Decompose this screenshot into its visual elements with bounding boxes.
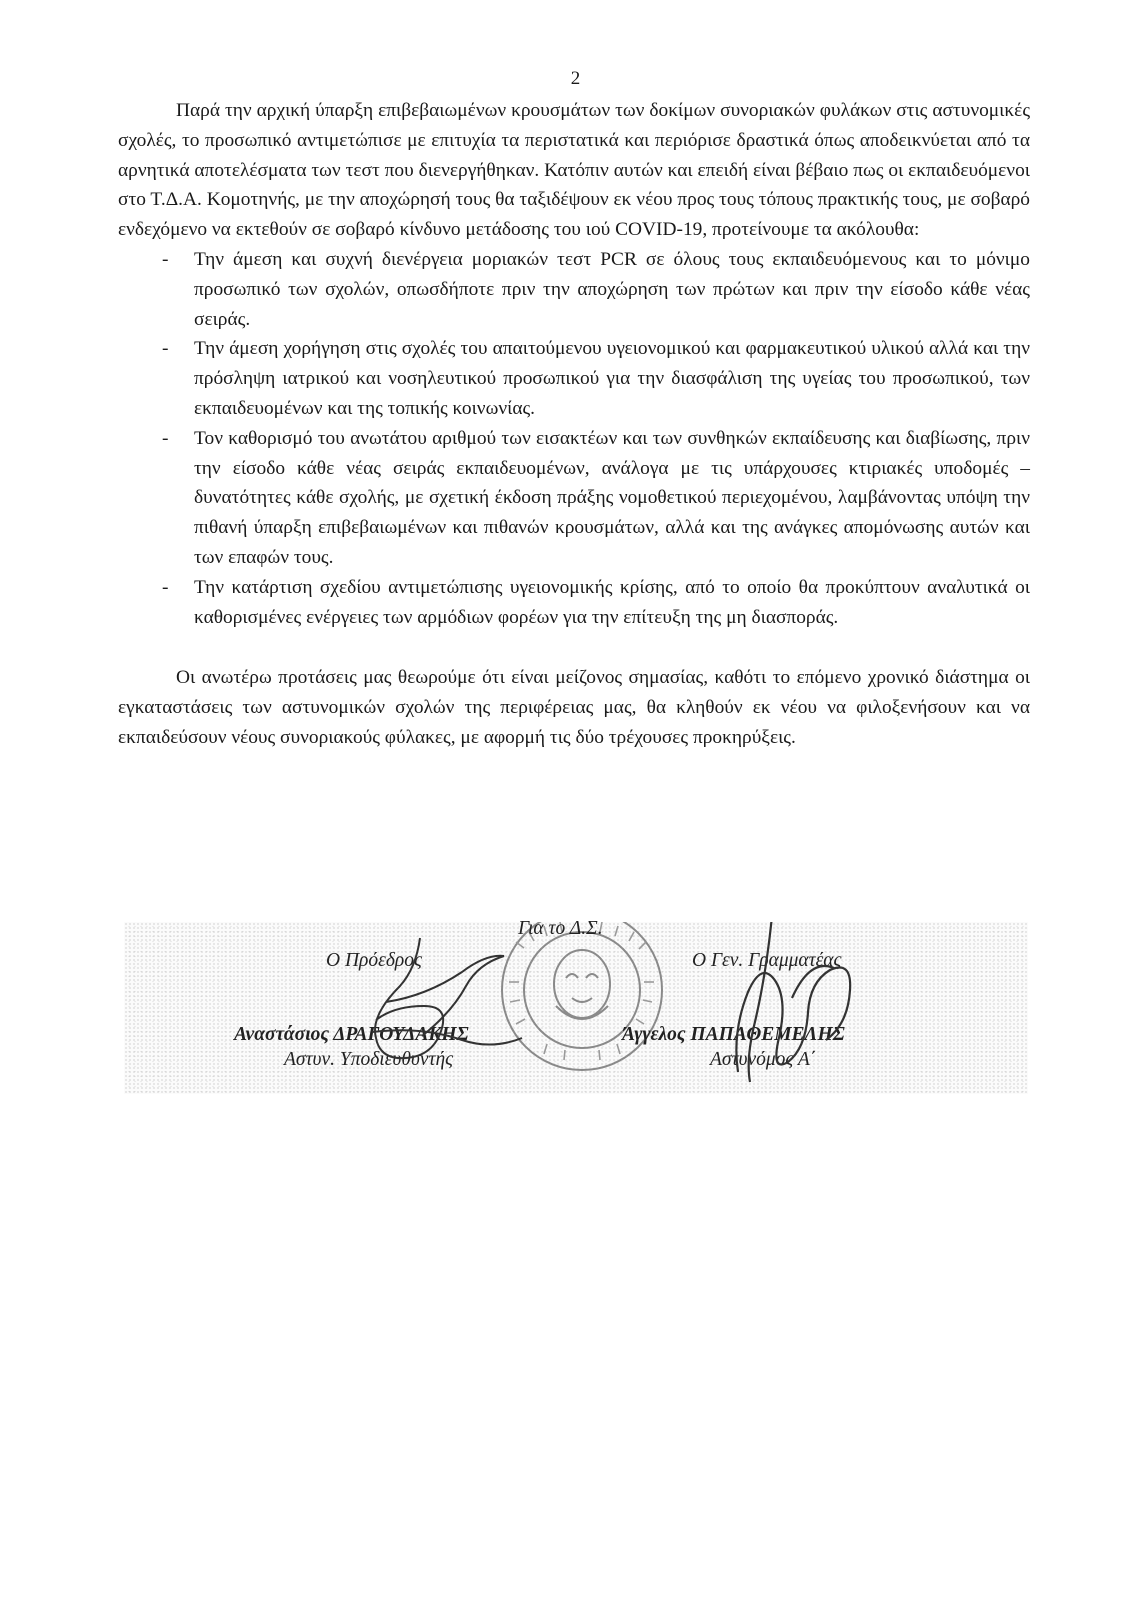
signatures (124, 922, 1028, 1094)
bullet-dash: - (162, 338, 169, 360)
letter-body (118, 96, 1030, 753)
list-item-text: Την κατάρτιση σχεδίου αντιμετώπισης υγειονομικής κρίσης, από το οποίο θα προκύπτουν αναλυτικά οι καθορισμένες ενέργειες των αρμόδιων φορέων για την επίτευξη της μη διασποράς. (194, 576, 1030, 628)
list-item (118, 334, 1030, 423)
president-signature-icon (372, 938, 522, 1058)
president-rank: Αστυν. Υποδιευθυντής (284, 1049, 454, 1070)
bullet-dash: - (162, 248, 169, 270)
bullet-dash: - (162, 427, 169, 449)
page-number: 2 (570, 68, 581, 89)
proposals-list (118, 245, 1030, 632)
list-item-text: Τον καθορισμό του ανωτάτου αριθμού των εισακτέων και των συνθηκών εκπαίδευσης και διαβίωσης, πριν την είσοδο κάθε νέας σειράς εκπαιδευομένων, ανάλογα με τις υπάρχουσες κτιριακές υποδομές – δυνατότητες κάθε σχολής, με σχετική έκδοση πράξης νομοθετικού περιεχομένου, λαμβάνοντας υπόψη την πιθανή ύπαρξη επιβεβαιωμένων και πιθανών κρουσμάτων, αλλά και της ανάγκες απομόνωσης αυτών και των επαφών τους. (194, 427, 1030, 568)
closing-paragraph: Οι ανωτέρω προτάσεις μας θεωρούμε ότι είναι μείζονος σημασίας, καθότι το επόμενο χρονικό διάστημα οι εγκαταστάσεις των αστυνομικών σχολών της περιφέρειας μας, θα κληθούν εκ νέου να φιλοξενήσουν και να εκπαιδεύσουν νέους συνοριακούς φύλακες, με αφορμή τις δύο τρέχουσες προκηρύξεις. (118, 667, 1030, 748)
secretary-rank: Αστυνόμος Α΄ (710, 1049, 817, 1070)
bullet-dash: - (162, 576, 169, 598)
secretary-signature-icon (736, 922, 850, 1082)
list-item (118, 573, 1030, 633)
list-item (118, 424, 1030, 573)
president-name: Αναστάσιος ΔΡΑΓΟΥΔΑΚΗΣ (234, 1024, 469, 1045)
secretary-role: Ο Γεν. Γραμματέας (692, 950, 842, 971)
list-item (118, 245, 1030, 334)
signature-block (124, 918, 1028, 1094)
list-item-text: Την άμεση και συχνή διενέργεια μοριακών τεστ PCR σε όλους τους εκπαιδευόμενους και το μόνιμο προσωπικό των σχολών, οπωσδήποτε πριν την αποχώρηση των πρώτων και πριν την είσοδο κάθε νέας σειράς. (194, 248, 1030, 330)
list-item-text: Την άμεση χορήγηση στις σχολές του απαιτούμενου υγειονομικού και φαρμακευτικού υλικού αλλά και την πρόσληψη ιατρικού και νοσηλευτικού προσωπικού για την διασφάλιση της υγείας του προσωπικού, των εκπαιδευομένων και της τοπικής κοινωνίας. (194, 338, 1030, 419)
on-behalf-label: Για το Δ.Σ. (518, 918, 603, 939)
intro-paragraph: Παρά την αρχική ύπαρξη επιβεβαιωμένων κρουσμάτων των δοκίμων συνοριακών φυλάκων στις αστυνομικές σχολές, το προσωπικό αντιμετώπισε με επιτυχία τα περιστατικά και περιόρισε δραστικά όπως αποδεικνύεται από τα αρνητικά αποτελέσματα των τεστ που διενεργήθηκαν. Κατόπιν αυτών και επειδή είναι βέβαιο πως οι εκπαιδευόμενοι στο Τ.Δ.Α. Κομοτηνής, με την αποχώρησή τους θα ταξιδέψουν εκ νέου προς τους τόπους πρακτικής τους, με σοβαρό ενδεχόμενο να εκτεθούν σε σοβαρό κίνδυνο μετάδοσης του ιού COVID-19, προτείνουμε τα ακόλουθα: (118, 100, 1030, 241)
secretary-name: Άγγελος ΠΑΠΑΘΕΜΕΛΗΣ (622, 1024, 845, 1045)
president-role: Ο Πρόεδρος (326, 950, 422, 971)
